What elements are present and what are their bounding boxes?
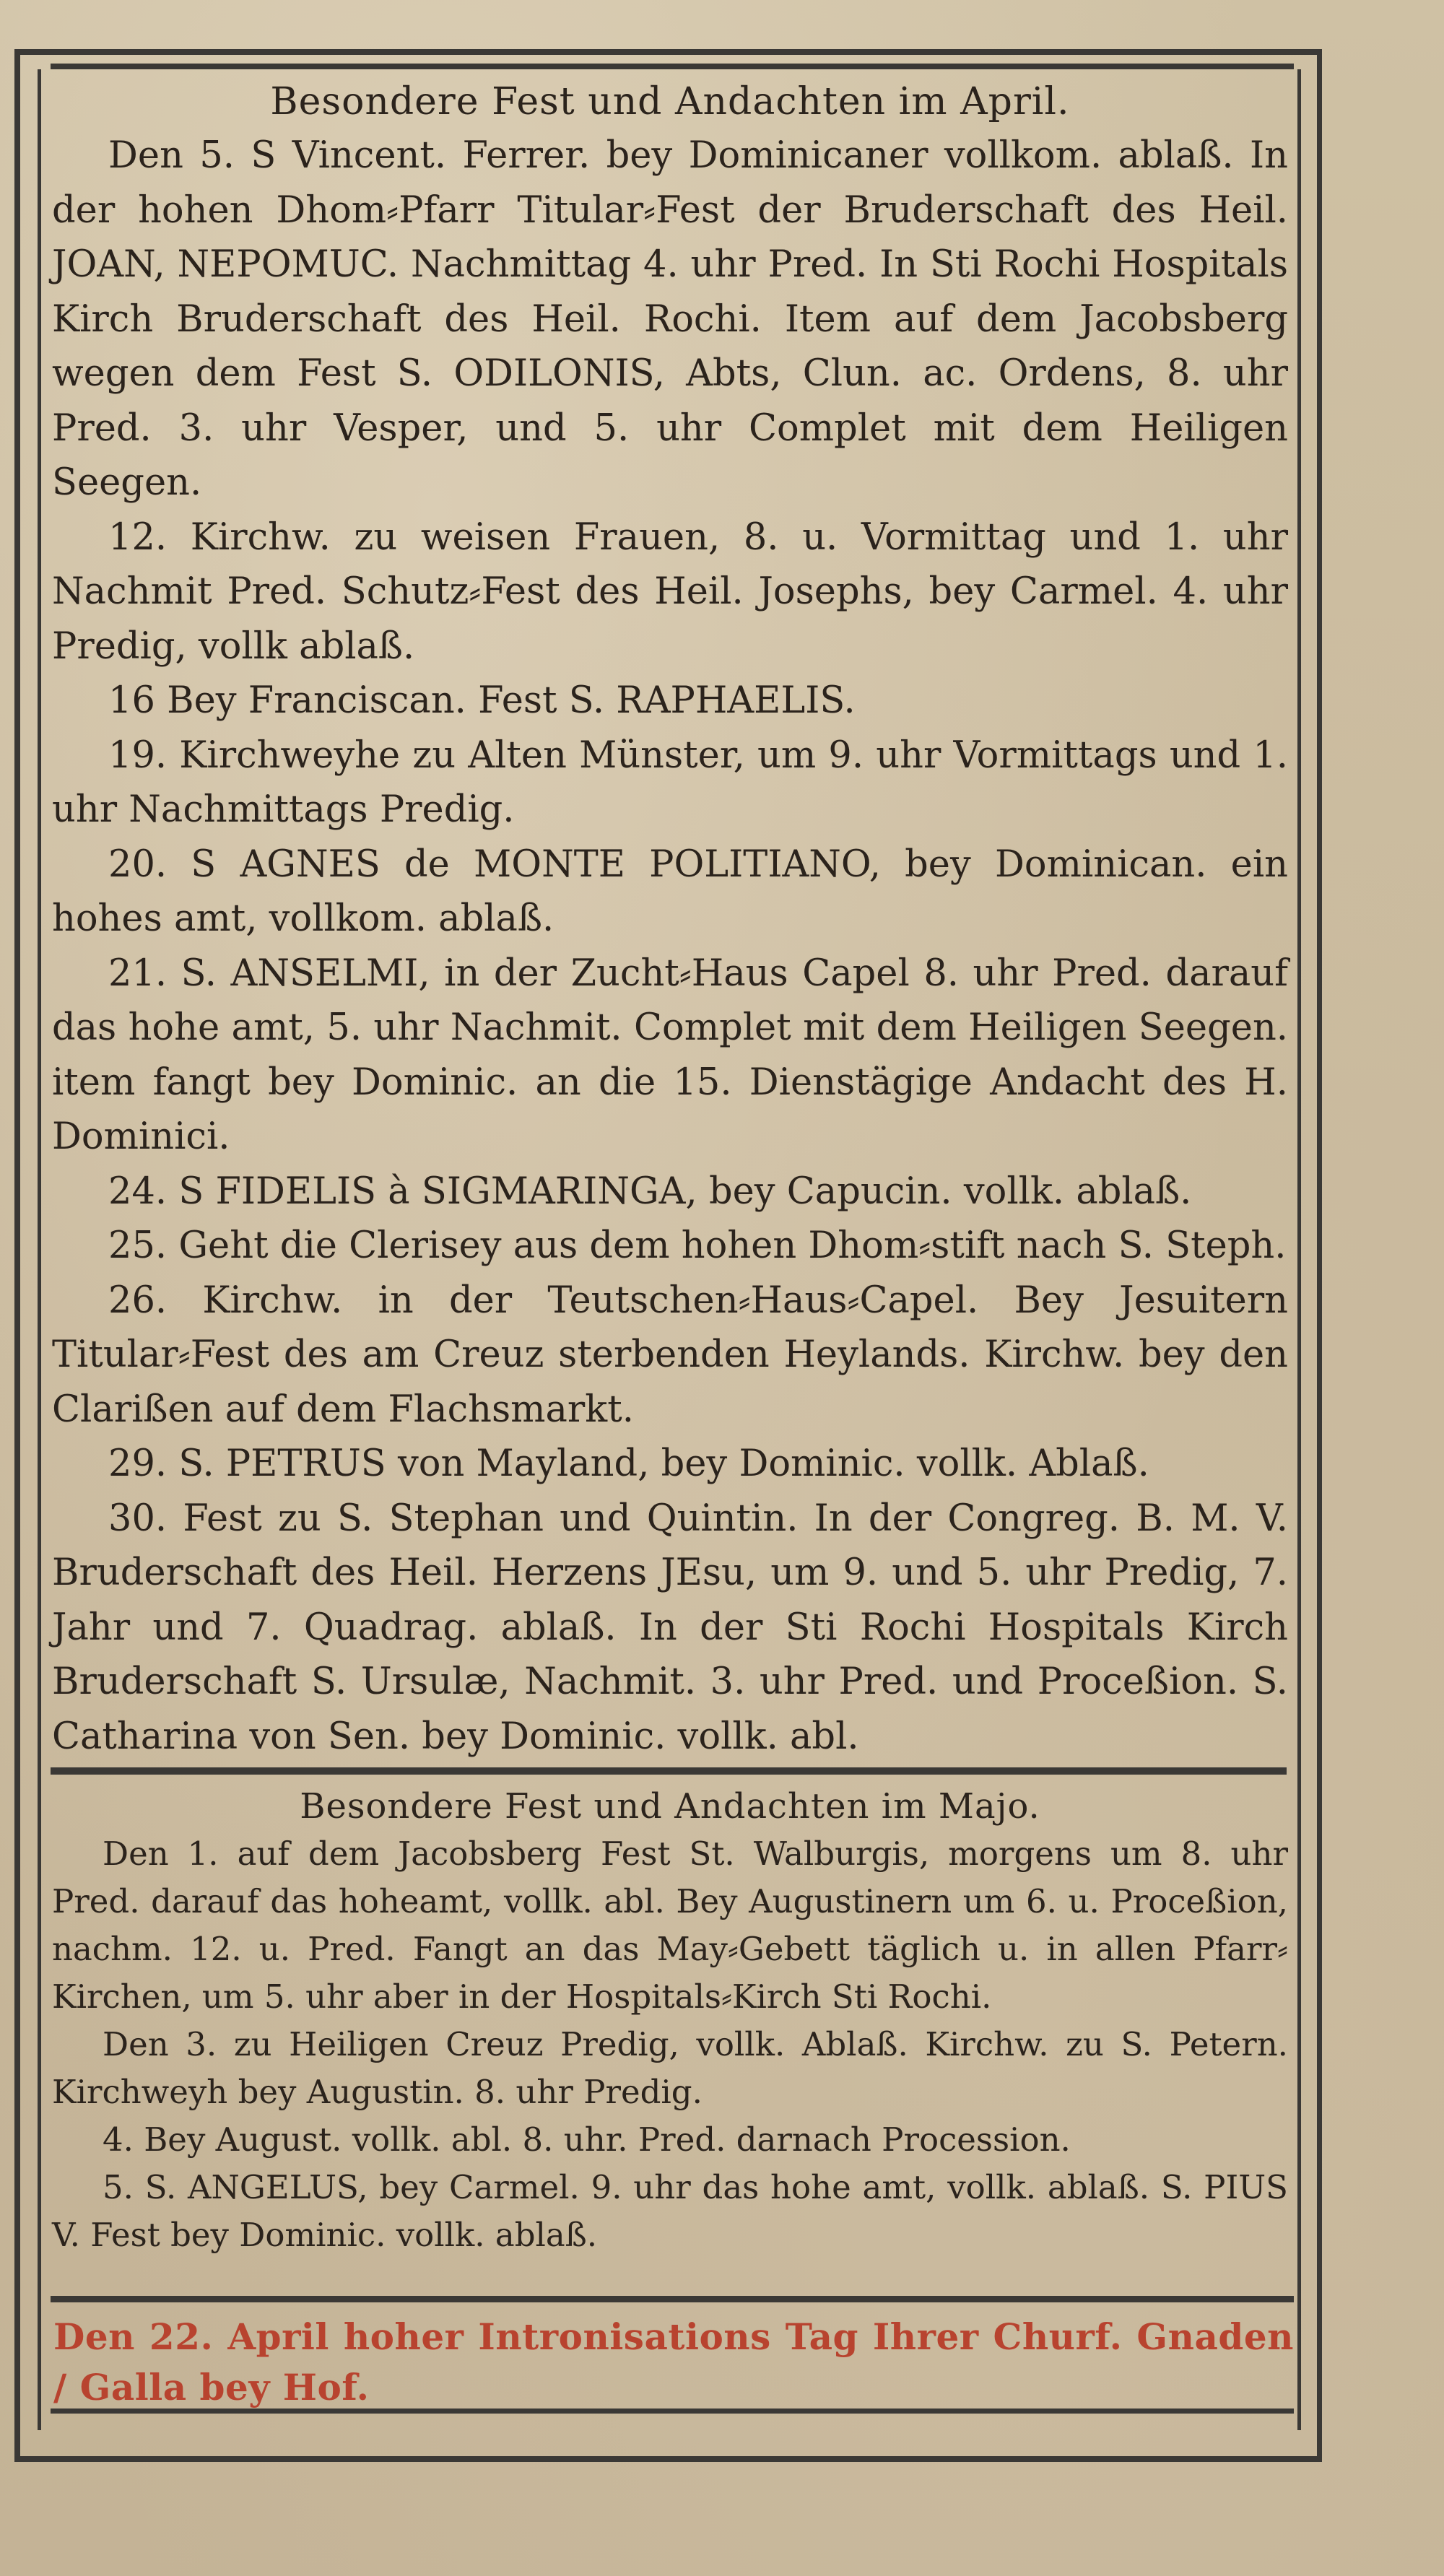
april-entry: 24. S FIDELIS à SIGMARINGA, bey Capucin. vollk. ablaß. <box>108 1170 1192 1213</box>
notice-rule <box>51 2296 1294 2302</box>
section-divider-rule <box>51 1767 1287 1775</box>
april-entry: 21. S. ANSELMI, in der Zucht⸗Haus Capel 8. uhr Pred. darauf das hohe amt, 5. uhr Nachmit. Complet mit dem Heiligen Seegen. item fangt bey Dominic. an die 15. Dienstägige Andacht des H. Dominici. <box>52 952 1288 1158</box>
april-entry: Den 5. S Vincent. Ferrer. bey Dominicaner vollkom. ablaß. In der hohen Dhom⸗Pfarr Titular⸗Fest der Bruderschaft des Heil. JOAN, NEPOMUC. Nachmittag 4. uhr Pred. In Sti Rochi Hospitals Kirch Bruderschaft des Heil. Rochi. Item auf dem Jacobsberg wegen dem Fest S. ODILONIS, Abts, Clun. ac. Ordens, 8. uhr Pred. 3. uhr Vesper, und 5. uhr Complet mit dem Heiligen Seegen. <box>52 134 1288 504</box>
may-entries <box>52 1830 1288 2259</box>
bottom-rule <box>51 2409 1294 2414</box>
may-entry: 5. S. ANGELUS, bey Carmel. 9. uhr das hohe amt, vollk. ablaß. S. PIUS V. Fest bey Dominic. vollk. ablaß. <box>52 2168 1288 2254</box>
april-entry: 30. Fest zu S. Stephan und Quintin. In der Congreg. B. M. V. Bruderschaft des Heil. Herzens JEsu, um 9. und 5. uhr Predig, 7. Jahr und 7. Quadrag. ablaß. In der Sti Rochi Hospitals Kirch Bruderschaft S. Ursulæ, Nachmit. 3. uhr Pred. und Proceßion. S. Catharina von Sen. bey Dominic. vollk. abl. <box>52 1497 1288 1758</box>
may-entry: Den 3. zu Heiligen Creuz Predig, vollk. Ablaß. Kirchw. zu S. Petern. Kirchweyh bey Augustin. 8. uhr Predig. <box>52 2025 1288 2111</box>
april-entry: 25. Geht die Clerisey aus dem hohen Dhom⸗stift nach S. Steph. <box>108 1224 1287 1267</box>
april-entry: 12. Kirchw. zu weisen Frauen, 8. u. Vormittag und 1. uhr Nachmit Pred. Schutz⸗Fest des Heil. Josephs, bey Carmel. 4. uhr Predig, vollk ablaß. <box>52 515 1288 668</box>
may-entry: Den 1. auf dem Jacobsberg Fest St. Walburgis, morgens um 8. uhr Pred. darauf das hoheamt, vollk. abl. Bey Augustinern um 6. u. Proceßion, nachm. 12. u. Pred. Fangt an das May⸗Gebett täglich u. in allen Pfarr⸗Kirchen, um 5. uhr aber in der Hospitals⸗Kirch Sti Rochi. <box>52 1835 1288 2016</box>
red-notice: Den 22. April hoher Intronisations Tag Ihrer Churf. Gnaden / Galla bey Hof. <box>53 2315 1294 2409</box>
april-entry: 26. Kirchw. in der Teutschen⸗Haus⸗Capel. Bey Jesuitern Titular⸗Fest des am Creuz sterbenden Heylands. Kirchw. bey den Clarißen auf dem Flachsmarkt. <box>52 1279 1288 1431</box>
may-heading: Besondere Fest und Andachten im Majo. <box>300 1786 1040 1827</box>
april-entry: 16 Bey Franciscan. Fest S. RAPHAELIS. <box>108 679 856 722</box>
april-heading: Besondere Fest und Andachten im April. <box>270 80 1070 123</box>
april-entries <box>52 129 1288 1764</box>
april-entry: 19. Kirchweyhe zu Alten Münster, um 9. uhr Vormittags und 1. uhr Nachmittags Predig. <box>52 734 1288 831</box>
top-rule <box>51 64 1294 69</box>
april-entry: 29. S. PETRUS von Mayland, bey Dominic. vollk. Ablaß. <box>108 1443 1149 1485</box>
april-entry: 20. S AGNES de MONTE POLITIANO, bey Dominican. ein hohes amt, vollkom. ablaß. <box>52 843 1288 940</box>
section-april <box>52 75 1288 1764</box>
section-may <box>52 1780 1288 2259</box>
may-entry: 4. Bey August. vollk. abl. 8. uhr. Pred. darnach Procession. <box>103 2120 1071 2159</box>
